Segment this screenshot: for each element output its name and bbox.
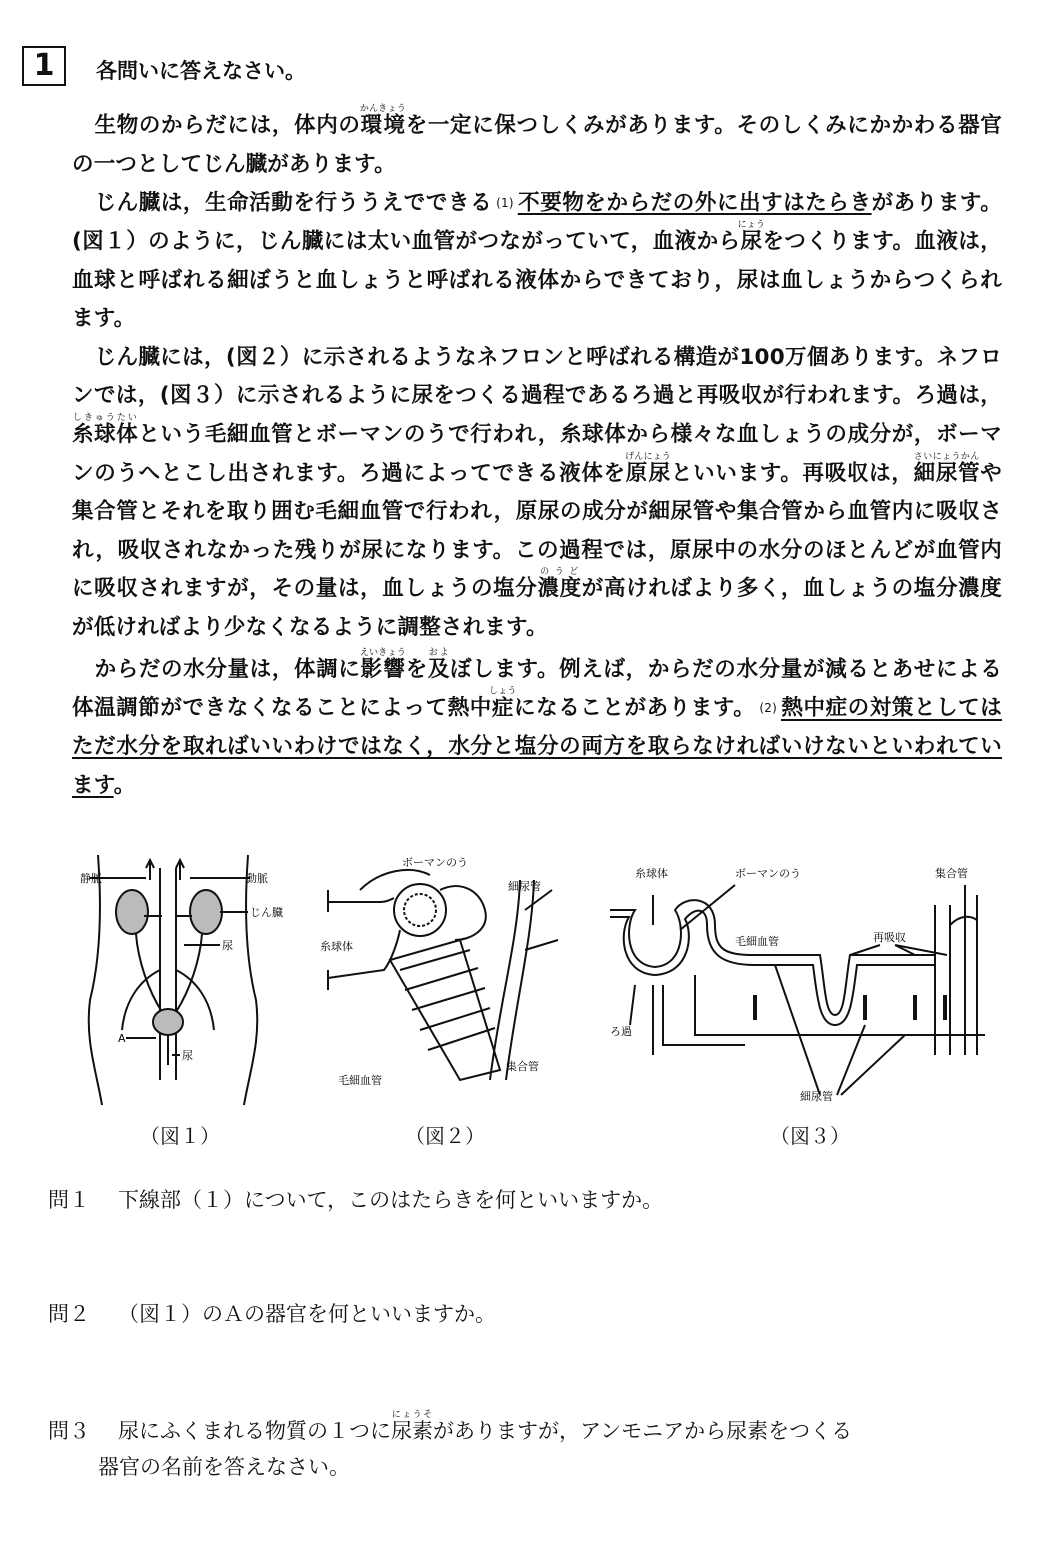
- fig2-label-bowman: ボーマンのう: [402, 856, 468, 869]
- ruby-base: 糸球体: [72, 422, 139, 448]
- ruby-base: 影響: [359, 656, 406, 682]
- paragraph-1: [72, 104, 1002, 184]
- ruby-word: [488, 686, 517, 721]
- ruby-base: 濃度: [537, 576, 582, 602]
- question-3-text-line-2: 器官の名前を答えなさい。: [98, 1455, 350, 1479]
- fig1-label-urine: 尿: [182, 1049, 193, 1062]
- fig1-label-kidney: じん臓: [250, 906, 283, 919]
- question-3: [48, 1410, 1008, 1485]
- question-2-text: （図１）のＡの器官を何といいますか。: [118, 1302, 496, 1326]
- ruby-base: 症: [488, 695, 517, 721]
- fig1-label-ureter: 尿: [222, 939, 233, 952]
- fig3-label-capillary: 毛細血管: [735, 935, 779, 948]
- text: からだの水分量は，体調に: [94, 656, 361, 682]
- ruby-reading: さいにょうかん: [913, 451, 980, 462]
- figure-1-drawing: [80, 850, 290, 1110]
- text: といいます。再吸収は，: [670, 460, 914, 486]
- question-2: [48, 1296, 1008, 1332]
- text: じん臓には，(図２）に示されるようなネフロンと呼ばれる構造が100万個あります。ネフロンでは，(図３）に示されるように尿をつくる過程であるろ過と再吸収が行われます。ろ過は，: [72, 344, 1002, 409]
- underline-marker-2: (2): [759, 701, 777, 716]
- figure-2-nephron: [320, 850, 580, 1104]
- text: を: [405, 656, 428, 682]
- fig2-label-glomerulus: 糸球体: [320, 940, 353, 953]
- fig3-label-tubule: 細尿管: [800, 1090, 833, 1103]
- paragraph-4: [72, 648, 1002, 806]
- question-2-label: 問２: [48, 1302, 90, 1326]
- fig3-label-reabsorption: 再吸収: [873, 931, 906, 944]
- fig2-label-tubule: 細尿管: [508, 880, 541, 893]
- text: という毛細血管とボーマンのうで行われ，糸球体から様々な血しょうの成分が，ボーマンのうへとこし出されます。ろ過によってできる液体を: [72, 422, 1002, 486]
- fig2-label-capillary: 毛細血管: [338, 1074, 382, 1087]
- fig3-label-collecting: 集合管: [935, 867, 968, 880]
- fig3-label-filtration: ろ過: [610, 1025, 632, 1038]
- ruby-reading: かんきょう: [359, 104, 406, 114]
- fig3-label-bowman: ボーマンのう: [735, 867, 801, 880]
- ruby-reading: しょう: [488, 686, 517, 697]
- ruby-reading: にょう: [737, 220, 766, 231]
- underline-marker-1: (1): [496, 196, 514, 211]
- text: ぼします。例えば，からだの水分量が減るとあせによる体温調節ができなくなることによって熱中: [72, 656, 1002, 721]
- paragraph-3: [72, 339, 1002, 648]
- ruby-base: 環境: [359, 113, 406, 138]
- question-3-text: 尿にふくまれる物質の１つに: [118, 1419, 391, 1443]
- underlined-phrase-2: 熱中症の対策としてはただ水分を取ればいいわけではなく，水分と塩分の両方を取らなければいけないといわれています: [72, 695, 1002, 798]
- ruby-base: 原尿: [625, 460, 671, 486]
- question-1-label: 問１: [48, 1188, 90, 1212]
- ruby-reading: えいきょう: [359, 647, 406, 658]
- question-3-label: 問３: [48, 1419, 90, 1443]
- text: じん臓は，生命活動を行ううえでできる: [94, 190, 493, 216]
- text: 生物のからだには，体内の: [94, 113, 361, 138]
- ruby-base: 尿素: [391, 1419, 433, 1443]
- figure-3-urine-formation: [605, 855, 1005, 1109]
- text: になることがあります。: [513, 695, 756, 721]
- ruby-reading: しきゅうたい: [72, 413, 138, 424]
- ruby-word: [427, 647, 451, 682]
- fig2-label-collecting: 集合管: [506, 1060, 539, 1073]
- text: が高ければより多く，血しょうの塩分濃度が低ければより少なくなるように調整されます。: [72, 576, 1003, 641]
- text: を一定に保つしくみがあります。そのしくみにかかわる器官の一つとしてじん臓があります。: [72, 113, 1002, 177]
- ruby-reading: のうど: [537, 567, 582, 578]
- question-3-text: がありますが，アンモニアから尿素をつくる: [433, 1419, 853, 1443]
- reading-passage: [72, 104, 1002, 805]
- text: があります。(図１）のように，じん臓には太い血管がつながっていて，血液から: [72, 190, 1003, 255]
- ruby-base: 尿: [737, 229, 766, 255]
- ruby-reading: げんにょう: [625, 451, 671, 462]
- fig1-label-artery: 動脈: [246, 872, 268, 885]
- figure-2-caption: （図２）: [405, 1124, 485, 1148]
- figure-3-caption: （図３）: [770, 1124, 850, 1148]
- ruby-word: [359, 647, 406, 682]
- figure-2-drawing: [320, 850, 580, 1100]
- underlined-phrase-1: 不要物をからだの外に出すはたらき: [517, 190, 872, 216]
- ruby-base: 細尿管: [913, 460, 981, 486]
- section-heading: 各問いに答えなさい。: [96, 59, 306, 83]
- ruby-word: [72, 413, 139, 448]
- question-number-box: 1: [22, 46, 66, 86]
- text: 。: [113, 772, 136, 798]
- ruby-word: [537, 567, 582, 602]
- paragraph-2: [72, 184, 1002, 339]
- fig3-label-glomerulus: 糸球体: [635, 867, 668, 880]
- ruby-word: [625, 451, 671, 486]
- text: をつくります。血液は，血球と呼ばれる細ぼうと血しょうと呼ばれる液体からできており，尿は血しょうからつくられます。: [72, 229, 1002, 332]
- fig1-label-vein: 静脈: [80, 872, 102, 885]
- figure-1-caption: （図１）: [140, 1124, 220, 1148]
- fig1-label-a: A: [118, 1032, 126, 1045]
- question-1-text: 下線部（１）について，このはたらきを何といいますか。: [118, 1188, 664, 1212]
- ruby-base: 及: [427, 656, 451, 682]
- question-1: [48, 1182, 1008, 1218]
- ruby-reading: にょうそ: [391, 1410, 433, 1420]
- figure-1-urinary-system: [80, 850, 290, 1114]
- ruby-word: [913, 451, 981, 486]
- ruby-word: [737, 220, 766, 255]
- ruby-reading: およ: [427, 647, 450, 658]
- ruby-word: [359, 104, 406, 138]
- ruby-word: [391, 1410, 433, 1443]
- figure-3-drawing: [605, 855, 1005, 1105]
- text: や集合管とそれを取り囲む毛細血管で行われ，原尿の成分が細尿管や集合管から血管内に吸収され，吸収されなかった残りが尿になります。この過程では，原尿中の水分のほとんどが血管内に吸収されますが，その量は，血しょうの塩分: [72, 460, 1002, 602]
